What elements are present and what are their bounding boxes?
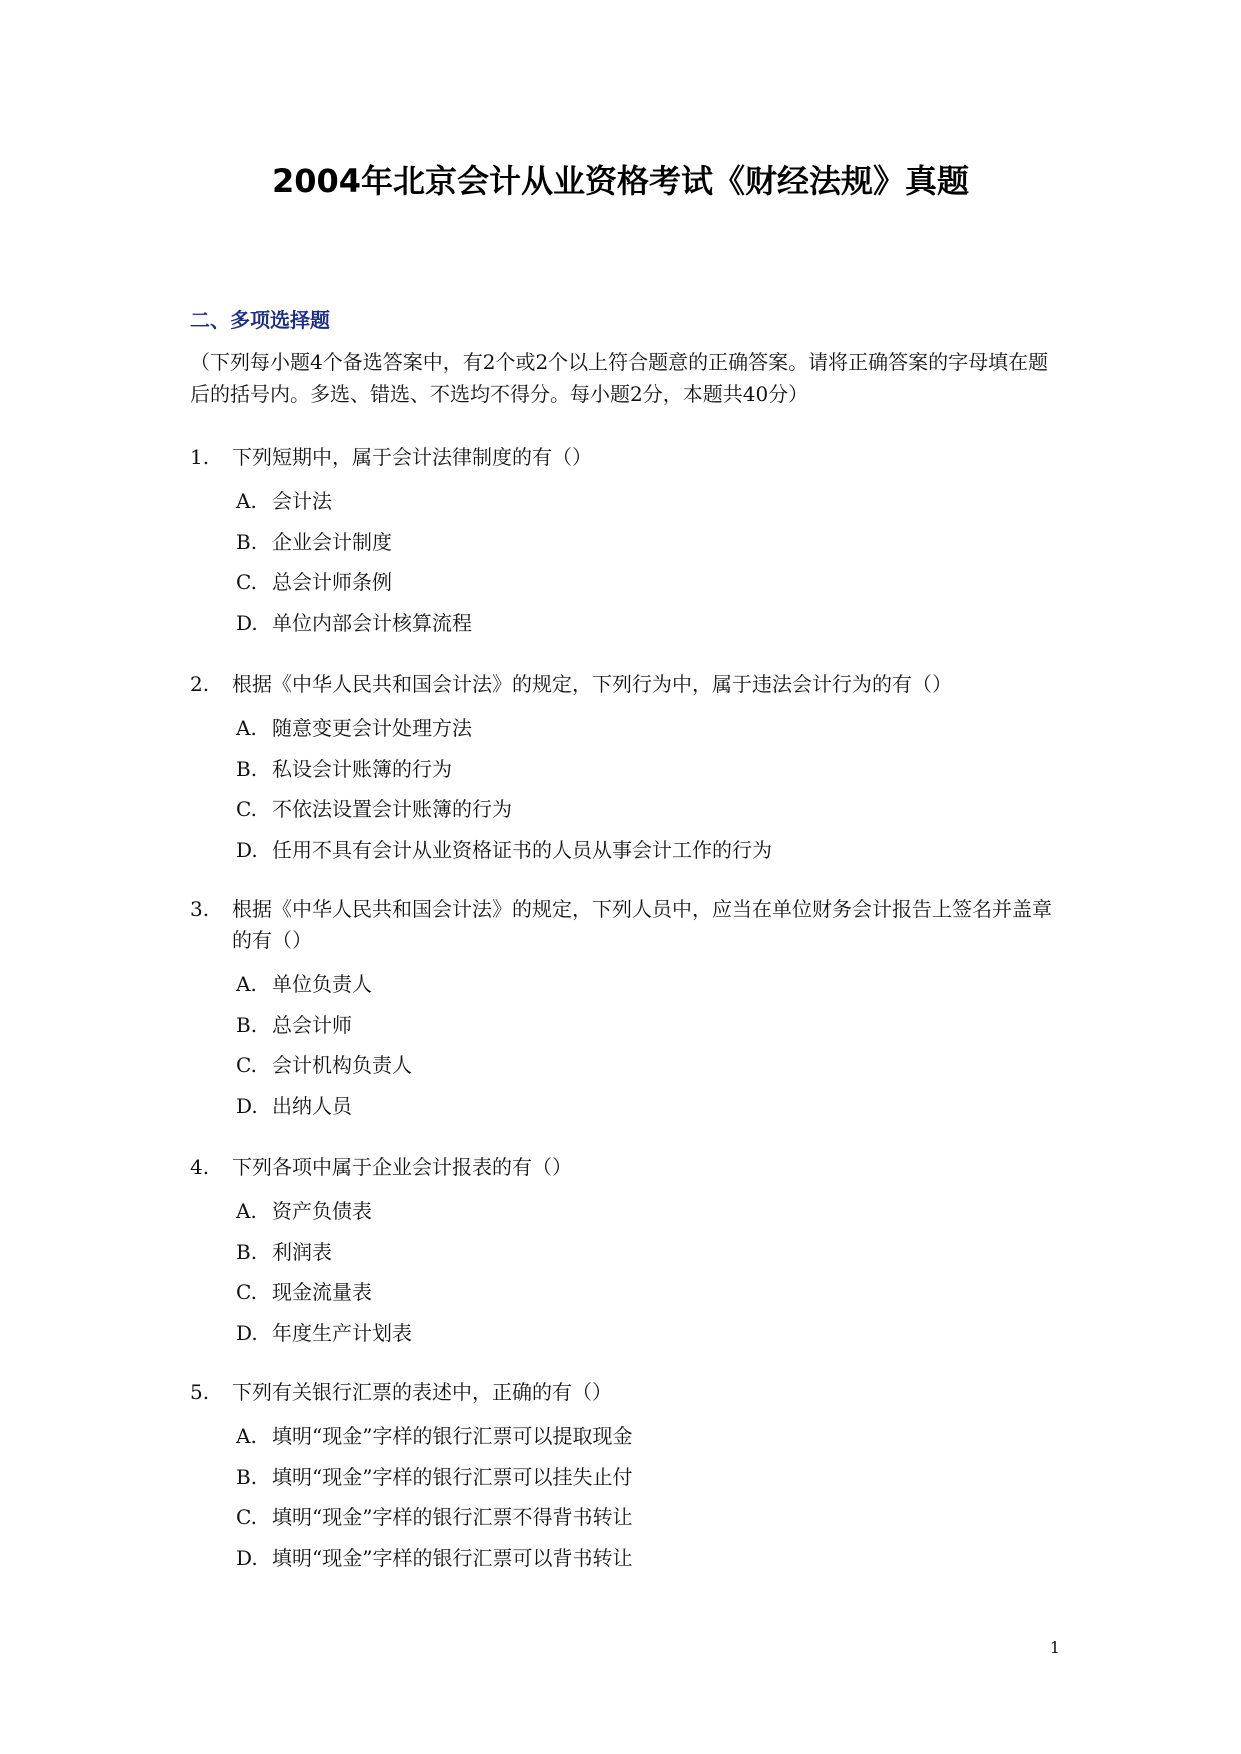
option-text: 单位负责人: [272, 972, 372, 997]
question-number: 3.: [190, 897, 210, 921]
option-b: [236, 1005, 1060, 1046]
option-text: 会计机构负责人: [272, 1053, 412, 1078]
question-text: 下列各项中属于企业会计报表的有（）: [232, 1155, 572, 1179]
option-text: 年度生产计划表: [272, 1320, 412, 1345]
option-a: [236, 708, 1060, 749]
section-instructions: （下列每小题4个备选答案中，有2个或2个以上符合题意的正确答案。请将正确答案的字母填在题后的括号内。多选、错选、不选均不得分。每小题2分，本题共40分）: [190, 350, 1049, 406]
option-letter: B.: [236, 529, 258, 554]
option-letter: B.: [236, 1464, 258, 1489]
option-letter: C.: [236, 1053, 257, 1078]
option-d: [236, 1538, 1060, 1579]
option-letter: A.: [236, 1199, 257, 1224]
option-list: [190, 964, 1060, 1126]
question-text: 根据《中华人民共和国会计法》的规定，下列人员中，应当在单位财务会计报告上签名并盖章的有（）: [232, 897, 1052, 952]
option-text: 任用不具有会计从业资格证书的人员从事会计工作的行为: [272, 837, 772, 862]
question-text: 下列有关银行汇票的表述中，正确的有（）: [232, 1380, 612, 1404]
option-c: [236, 562, 1060, 603]
question-number: 4.: [190, 1155, 210, 1179]
question-text: 下列短期中，属于会计法律制度的有（）: [232, 445, 592, 469]
section-heading: 二、多项选择题: [190, 308, 330, 332]
option-letter: C.: [236, 1280, 257, 1305]
option-letter: A.: [236, 489, 257, 514]
option-letter: A.: [236, 716, 257, 741]
option-text: 现金流量表: [272, 1280, 372, 1305]
option-letter: D.: [236, 610, 258, 635]
option-letter: D.: [236, 1545, 258, 1570]
option-text: 随意变更会计处理方法: [272, 716, 472, 741]
option-d: [236, 603, 1060, 644]
page-number: 1: [1049, 1638, 1060, 1657]
option-letter: B.: [236, 1239, 258, 1264]
question-number: 1.: [190, 445, 210, 469]
option-text: 资产负债表: [272, 1199, 372, 1224]
question-number: 5.: [190, 1380, 210, 1404]
question-4: [190, 1152, 1060, 1353]
question-text: 根据《中华人民共和国会计法》的规定，下列行为中，属于违法会计行为的有（）: [232, 672, 952, 696]
option-text: 私设会计账簿的行为: [272, 756, 452, 781]
option-list: [190, 1191, 1060, 1353]
option-letter: D.: [236, 837, 258, 862]
option-text: 总会计师: [272, 1012, 352, 1037]
option-text: 不依法设置会计账簿的行为: [272, 797, 512, 822]
option-text: 出纳人员: [272, 1093, 352, 1118]
document-title: 2004年北京会计从业资格考试《财经法规》真题: [271, 162, 970, 200]
option-letter: D.: [236, 1320, 258, 1345]
option-letter: B.: [236, 1012, 258, 1037]
option-letter: D.: [236, 1093, 258, 1118]
option-letter: C.: [236, 570, 257, 595]
option-d: [236, 1313, 1060, 1354]
option-c: [236, 1272, 1060, 1313]
option-text: 总会计师条例: [272, 570, 392, 595]
option-a: [236, 481, 1060, 522]
option-text: 单位内部会计核算流程: [272, 610, 472, 635]
option-letter: A.: [236, 1424, 257, 1449]
option-a: [236, 964, 1060, 1005]
option-text: 填明“现金”字样的银行汇票可以背书转让: [272, 1545, 633, 1570]
option-c: [236, 789, 1060, 830]
option-c: [236, 1045, 1060, 1086]
question-3: [190, 894, 1060, 1126]
option-c: [236, 1497, 1060, 1538]
option-a: [236, 1416, 1060, 1457]
option-b: [236, 522, 1060, 563]
option-letter: C.: [236, 797, 257, 822]
option-d: [236, 830, 1060, 871]
option-list: [190, 1416, 1060, 1578]
option-text: 企业会计制度: [272, 529, 392, 554]
option-a: [236, 1191, 1060, 1232]
option-text: 利润表: [272, 1239, 332, 1264]
option-b: [236, 1232, 1060, 1273]
option-letter: A.: [236, 972, 257, 997]
option-letter: B.: [236, 756, 258, 781]
option-list: [190, 708, 1060, 870]
option-b: [236, 749, 1060, 790]
question-5: [190, 1377, 1060, 1578]
option-b: [236, 1457, 1060, 1498]
option-letter: C.: [236, 1505, 257, 1530]
option-text: 填明“现金”字样的银行汇票可以提取现金: [272, 1424, 633, 1449]
option-text: 填明“现金”字样的银行汇票可以挂失止付: [272, 1464, 633, 1489]
question-number: 2.: [190, 672, 210, 696]
option-text: 会计法: [272, 489, 332, 514]
option-d: [236, 1086, 1060, 1127]
option-text: 填明“现金”字样的银行汇票不得背书转让: [272, 1505, 633, 1530]
option-list: [190, 481, 1060, 643]
question-1: [190, 442, 1060, 643]
question-2: [190, 669, 1060, 870]
